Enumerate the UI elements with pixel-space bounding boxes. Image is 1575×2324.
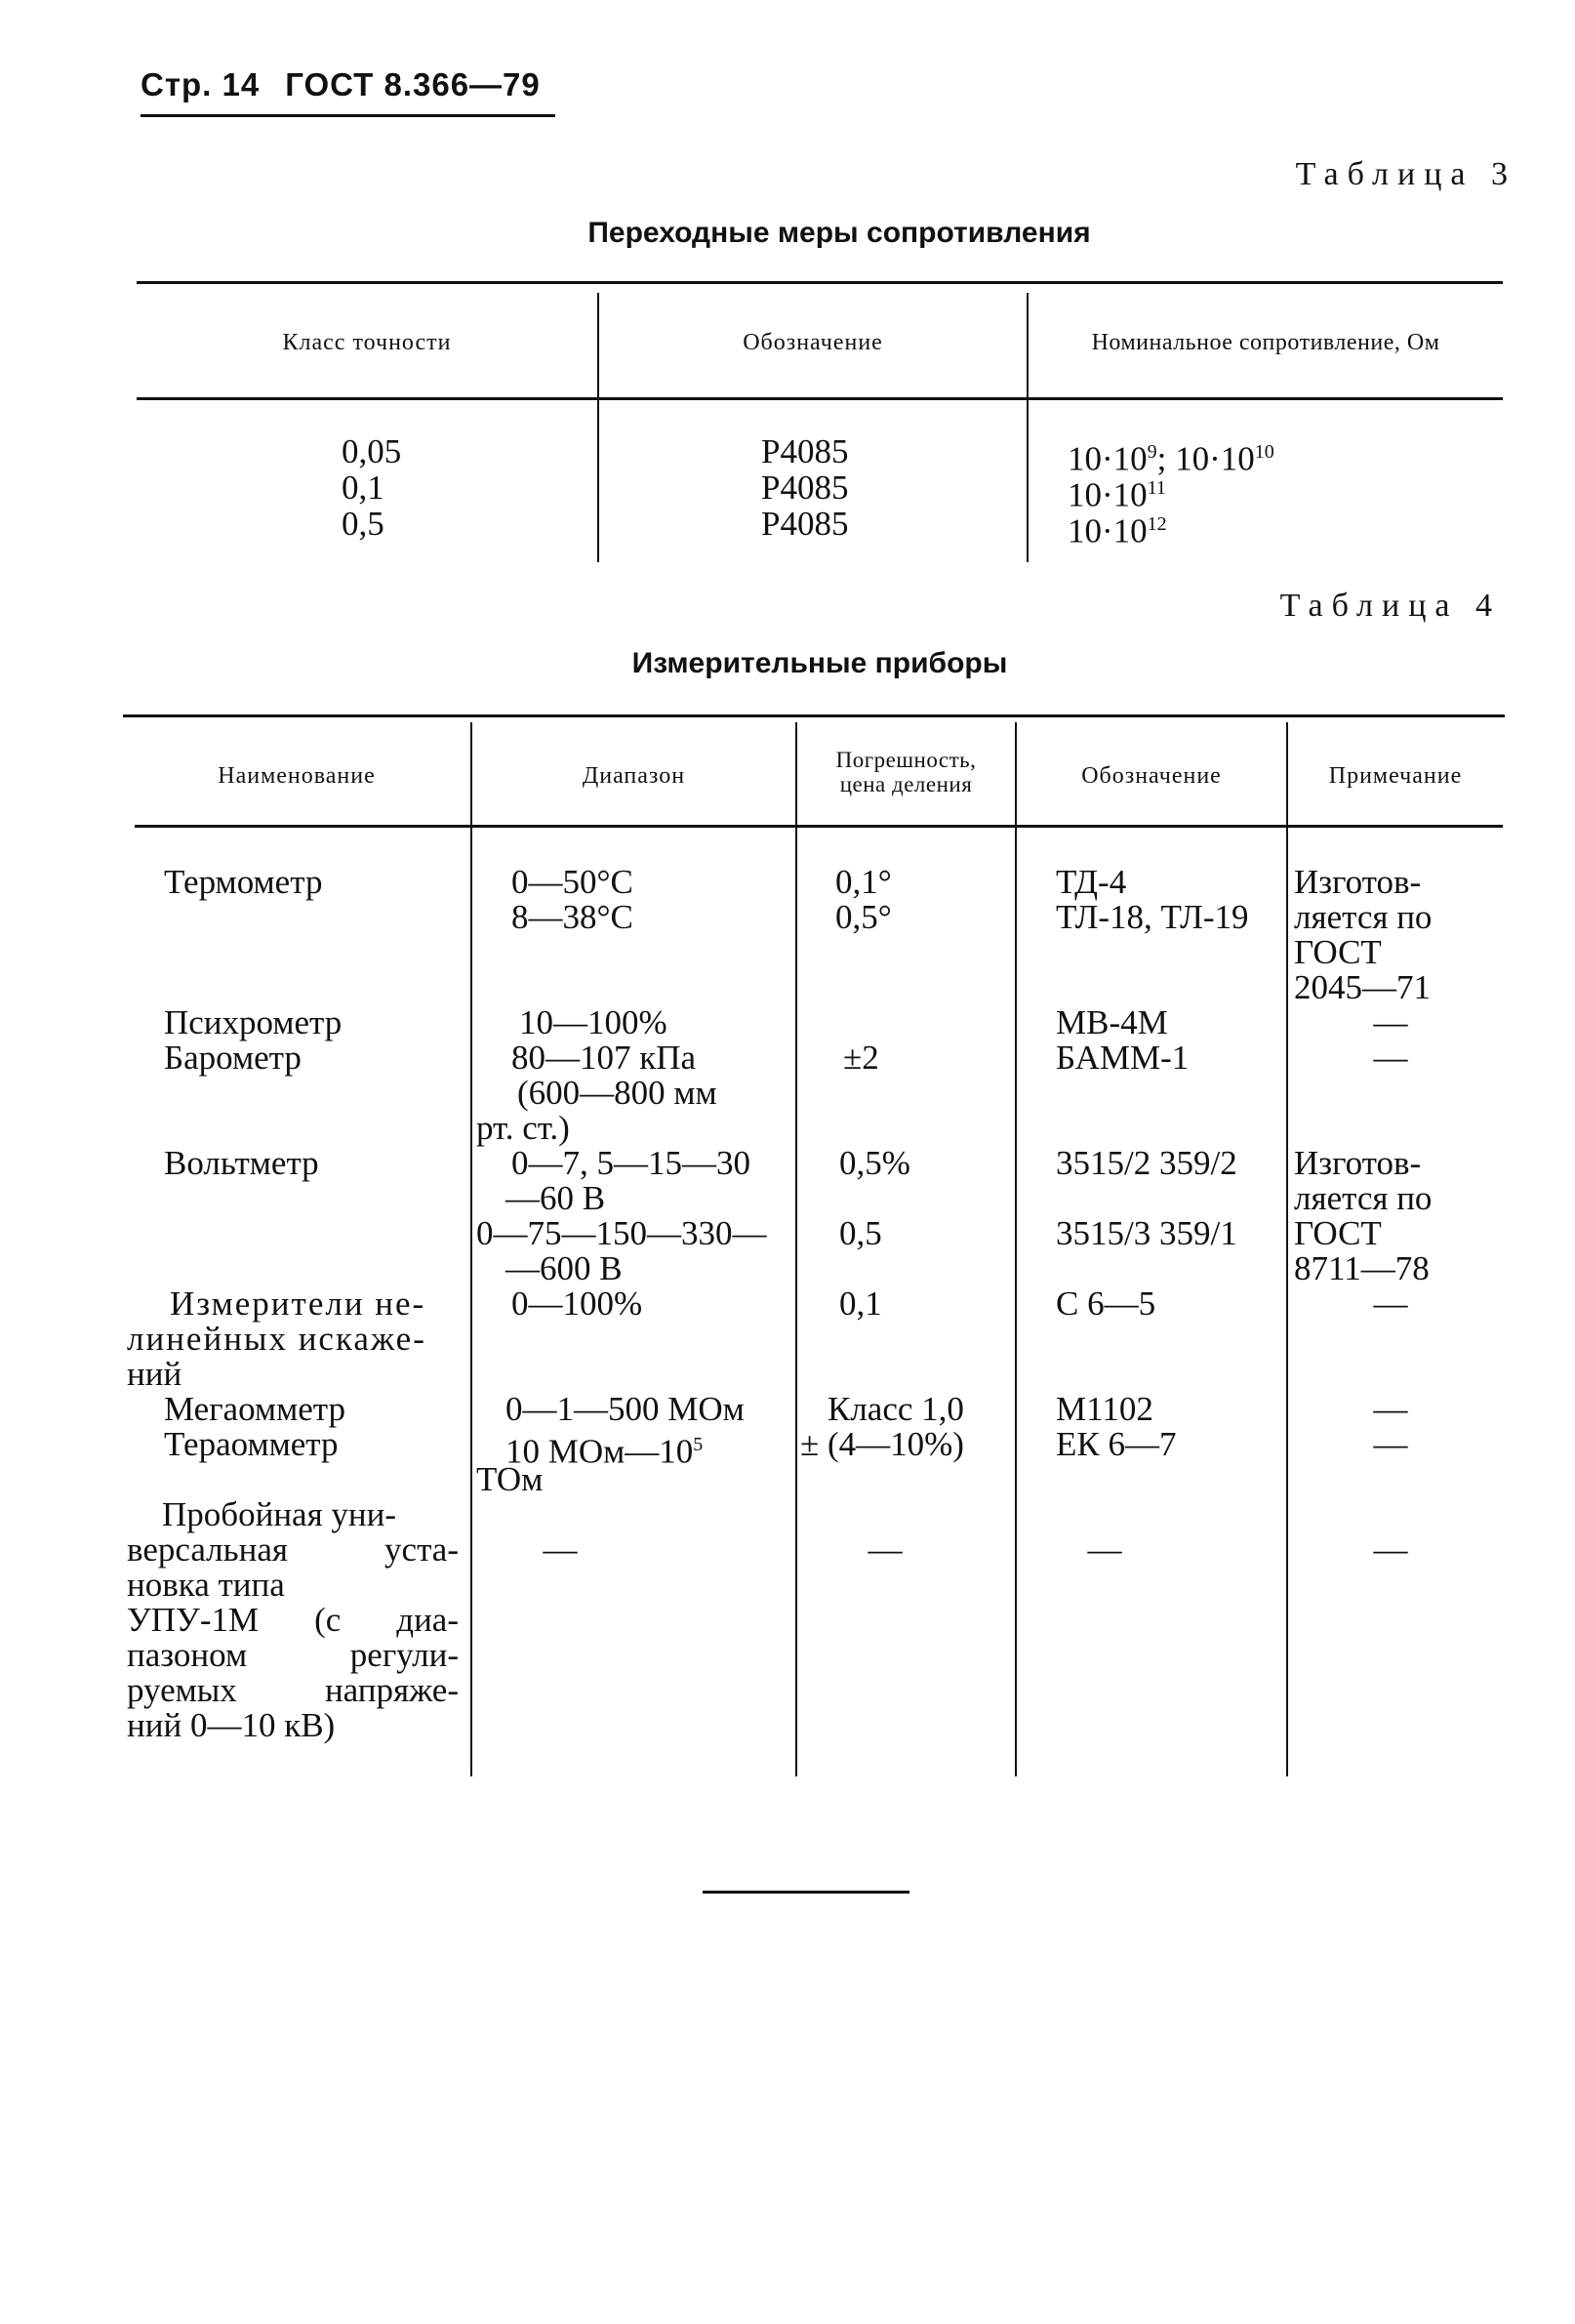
error-value: 0,5°	[835, 898, 892, 936]
designation: ТД-4	[1056, 863, 1127, 901]
instrument-name: Измерители не-	[170, 1284, 426, 1323]
accuracy-class: 0,5	[342, 505, 384, 543]
note: 2045—71	[1294, 968, 1431, 1006]
note: —	[1373, 1390, 1408, 1428]
table4-divider-1	[470, 722, 472, 1776]
note: 8711—78	[1294, 1249, 1430, 1287]
instrument-name: Барометр	[164, 1039, 302, 1077]
designation: МВ-4М	[1056, 1003, 1168, 1041]
table3-title: Переходные меры сопротивления	[587, 217, 1091, 249]
range-value: 10 $МОм—10^5$	[505, 1432, 704, 1471]
designation: М1102	[1056, 1390, 1153, 1428]
note: Изготов-	[1294, 1144, 1422, 1182]
accuracy-class: 0,05	[342, 432, 402, 470]
instrument-name: Термометр	[164, 863, 323, 901]
error-value: 0,1	[839, 1284, 882, 1323]
instrument-name: Тераомметр	[164, 1425, 339, 1463]
table4-title: Измерительные приборы	[631, 647, 1008, 679]
note: —	[1373, 1530, 1408, 1569]
table3-top-rule	[137, 281, 1503, 284]
error-value: Класс 1,0	[828, 1390, 964, 1428]
designation: С 6—5	[1056, 1284, 1156, 1323]
designation: Р4085	[761, 505, 849, 543]
table4-col-error: Погрешность, цена деления	[835, 748, 977, 797]
nominal-resistance: $10\cdot 10^{11}$	[1068, 475, 1166, 514]
instrument-name: Психрометр	[164, 1003, 343, 1041]
range-value: —60 В	[505, 1179, 606, 1217]
nominal-resistance: $10\cdot 10^9$; $10\cdot 10^{10}$	[1068, 439, 1274, 478]
error-value: —	[868, 1530, 903, 1569]
page-number: Стр. 14	[141, 66, 261, 102]
designation: БАММ-1	[1056, 1039, 1190, 1077]
error-value: 0,5%	[839, 1144, 910, 1182]
note: Изготов-	[1294, 863, 1422, 901]
designation: 3515/3 359/1	[1056, 1214, 1237, 1252]
designation: ЕК 6—7	[1056, 1425, 1177, 1463]
note: ляется по	[1294, 898, 1433, 936]
error-value: ±2	[843, 1039, 879, 1077]
designation: —	[1087, 1530, 1122, 1569]
table4-top-rule	[123, 714, 1505, 717]
instrument-name: линейных искаже-	[127, 1320, 426, 1358]
designation: Р4085	[761, 469, 849, 507]
instrument-name: Мегаомметр	[164, 1390, 345, 1428]
note: —	[1373, 1003, 1408, 1041]
end-rule	[703, 1891, 909, 1894]
range-value: 8—38°С	[511, 898, 633, 936]
table4-col-range: Диапазон	[582, 763, 686, 789]
instrument-name: ний	[127, 1355, 182, 1393]
note: ляется по	[1294, 1179, 1433, 1217]
table4-col-name: Наименование	[218, 763, 376, 789]
table3-col-resistance: Номинальное сопротивление, Ом	[1091, 330, 1440, 355]
range-value: —600 В	[505, 1249, 623, 1287]
range-value: 0—1—500 МОм	[505, 1390, 745, 1428]
table4-divider-3	[1015, 722, 1017, 1776]
table4-divider-2	[795, 722, 797, 1776]
instrument-name: Вольтметр	[164, 1144, 319, 1182]
table4-col-note: Примечание	[1328, 763, 1463, 789]
page-header	[141, 66, 541, 103]
table3-label: Таблица 3	[1295, 156, 1516, 192]
error-value: ± (4—10%)	[800, 1425, 964, 1463]
note: —	[1373, 1039, 1408, 1077]
range-value: (600—800 мм	[517, 1074, 717, 1112]
note: —	[1373, 1425, 1408, 1463]
accuracy-class: 0,1	[342, 469, 384, 507]
note: ГОСТ	[1294, 1214, 1382, 1252]
table4-label: Таблица 4	[1279, 588, 1501, 624]
error-value: 0,5	[839, 1214, 882, 1252]
note: —	[1373, 1284, 1408, 1323]
note: ГОСТ	[1294, 933, 1382, 971]
table3-header-rule	[137, 397, 1503, 400]
range-value: 0—7, 5—15—30	[511, 1144, 750, 1182]
range-value: 10—100%	[519, 1003, 667, 1041]
instrument-name: Пробойная уни- версальная уста- новка типа УПУ-1М (с диа- пазоном регули- руемых напряже- ний 0—10 кВ)	[127, 1495, 459, 1744]
range-value: 80—107 кПа	[511, 1039, 697, 1077]
table4-col-designation: Обозначение	[1081, 763, 1222, 789]
error-value: 0,1°	[835, 863, 892, 901]
table3-col-accuracy: Класс точности	[282, 330, 452, 355]
range-value: 0—100%	[511, 1284, 643, 1323]
designation: Р4085	[761, 432, 849, 470]
range-value: 0—75—150—330—	[476, 1214, 767, 1252]
table4-header-rule	[135, 825, 1503, 828]
table4-divider-4	[1286, 722, 1288, 1776]
designation: 3515/2 359/2	[1056, 1144, 1237, 1182]
range-value: рт. ст.)	[476, 1109, 570, 1147]
table3-col-designation: Обозначение	[743, 330, 883, 355]
range-value: —	[543, 1530, 578, 1569]
range-value: 0—50°С	[511, 863, 633, 901]
range-value: ТОм	[476, 1460, 544, 1498]
nominal-resistance: $10\cdot 10^{12}$	[1068, 511, 1167, 550]
header-rule	[141, 114, 555, 117]
designation: ТЛ-18, ТЛ-19	[1056, 898, 1249, 936]
standard-number: ГОСТ 8.366—79	[285, 66, 541, 102]
